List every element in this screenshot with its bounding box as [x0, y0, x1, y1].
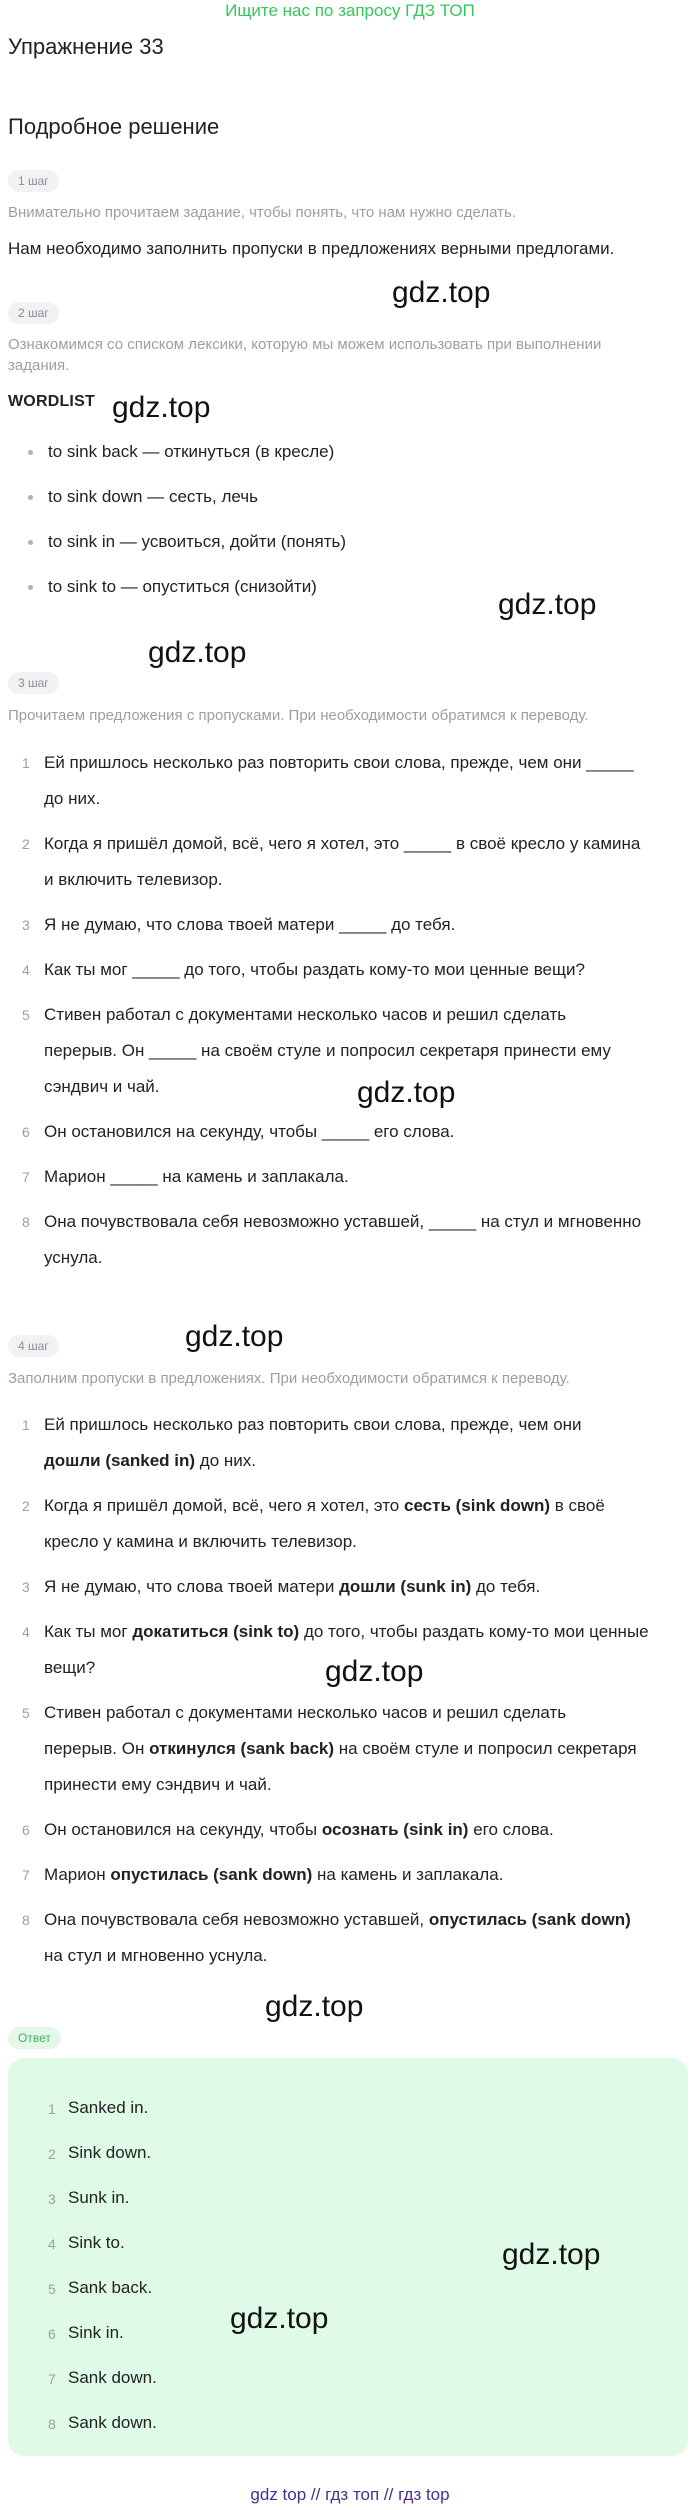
sentence-text: Стивен работал с документами несколько часов и решил сделать	[44, 1703, 567, 1722]
list-item	[8, 2321, 157, 2366]
footer-links[interactable]: gdz top // гдз топ // гдз top	[250, 2485, 450, 2504]
list-item	[8, 2366, 157, 2411]
sentence-text: Я не думаю, что слова твоей матери	[44, 1577, 340, 1596]
list-item: to sink back — откинуться (в кресле)	[8, 440, 668, 485]
sentence-line: Как ты мог _____ до того, чтобы раздать кому-то мои ценные вещи?	[44, 960, 585, 979]
watermark: gdz.top	[357, 1076, 456, 1109]
item-number: 7	[22, 1169, 30, 1185]
sentence-text: принести ему сэндвич и чай.	[44, 1775, 272, 1794]
step-3-hint: Прочитаем предложения с пропусками. При необходимости обратимся к переводу.	[8, 707, 589, 724]
item-number: 7	[22, 1867, 30, 1883]
answer-text: Sink down.	[68, 2143, 152, 2162]
item-number: 2	[48, 2146, 56, 2162]
watermark: gdz.top	[498, 588, 597, 621]
step-2-hint-line-2: задания.	[8, 357, 70, 374]
step-4-badge: 4 шаг	[8, 1335, 59, 1357]
item-number: 6	[22, 1124, 30, 1140]
sentence-text: Как ты мог	[44, 1622, 133, 1641]
sentence-text: до тебя.	[471, 1577, 541, 1596]
step-2-hint	[8, 334, 601, 376]
answer-text: Sank down.	[68, 2413, 157, 2432]
answer-highlight: дошли (sanked in)	[44, 1451, 196, 1470]
sentence-text: на своём стуле и попросил секретаря	[334, 1739, 637, 1758]
item-number: 3	[48, 2191, 56, 2207]
sentence-line: сэндвич и чай.	[44, 1077, 160, 1096]
watermark: gdz.top	[265, 1990, 364, 2023]
watermark: gdz.top	[185, 1320, 284, 1353]
list-item	[8, 2276, 157, 2321]
list-item	[8, 1407, 688, 1479]
item-number: 4	[48, 2236, 56, 2252]
watermark: gdz.top	[325, 1655, 424, 1688]
item-number: 6	[22, 1822, 30, 1838]
item-number: 1	[22, 755, 30, 771]
answer-text: Sank back.	[68, 2278, 153, 2297]
sentence-text: до них.	[195, 1451, 256, 1470]
sentence-text: до того, чтобы раздать кому-то мои ценные	[299, 1622, 649, 1641]
answer-highlight: осознать (sink in)	[321, 1820, 469, 1839]
watermark: gdz.top	[148, 636, 247, 669]
item-number: 1	[48, 2101, 56, 2117]
list-item	[8, 1488, 688, 1560]
item-number: 8	[22, 1912, 30, 1928]
step-4-hint: Заполним пропуски в предложениях. При необходимости обратимся к переводу.	[8, 1370, 570, 1387]
sentence-text: Он остановился на секунду, чтобы	[44, 1820, 322, 1839]
sentence-text: Когда я пришёл домой, всё, чего я хотел, это	[44, 1496, 404, 1515]
list-item	[8, 1569, 688, 1605]
sentence-text: Марион	[44, 1865, 111, 1884]
watermark: gdz.top	[392, 276, 491, 309]
list-item	[8, 2231, 157, 2276]
list-item	[8, 2141, 157, 2186]
sentence-line: перерыв. Он _____ на своём стуле и попросил секретаря принести ему	[44, 1041, 611, 1060]
step-4-sentences	[8, 1407, 688, 1983]
item-number: 3	[22, 1579, 30, 1595]
item-number: 7	[48, 2371, 56, 2387]
list-item: to sink down — сесть, лечь	[8, 485, 668, 530]
list-item	[8, 1902, 688, 1974]
step-3-sentences	[8, 745, 688, 1285]
sentence-line: и включить телевизор.	[44, 870, 223, 889]
sentence-line: Марион _____ на камень и заплакала.	[44, 1167, 349, 1186]
wordlist-title: WORDLIST	[8, 393, 95, 410]
item-number: 5	[22, 1007, 30, 1023]
list-item	[8, 1114, 688, 1150]
answer-list	[8, 2096, 157, 2456]
sentence-line: Он остановился на секунду, чтобы _____ его слова.	[44, 1122, 455, 1141]
item-number: 2	[22, 1498, 30, 1514]
sentence-text: в своё	[550, 1496, 605, 1515]
sentence-text: Ей пришлось несколько раз повторить свои слова, прежде, чем они	[44, 1415, 582, 1434]
watermark: gdz.top	[230, 2302, 329, 2335]
sentence-text: Она почувствовала себя невозможно уставшей,	[44, 1910, 429, 1929]
step-1-hint: Внимательно прочитаем задание, чтобы понять, что нам нужно сделать.	[8, 204, 517, 221]
page-title: Упражнение 33	[8, 34, 164, 59]
list-item	[8, 1857, 688, 1893]
sentence-line: Она почувствовала себя невозможно уставшей, _____ на стул и мгновенно	[44, 1212, 642, 1231]
step-1-badge: 1 шаг	[8, 170, 59, 192]
answer-highlight: откинулся (sank back)	[149, 1739, 335, 1758]
watermark: gdz.top	[502, 2238, 601, 2271]
sentence-line: до них.	[44, 789, 101, 808]
sentence-text: на стул и мгновенно уснула.	[44, 1946, 268, 1965]
list-item	[8, 826, 688, 898]
sentence-line: Ей пришлось несколько раз повторить свои слова, прежде, чем они _____	[44, 753, 634, 772]
sentence-line: Я не думаю, что слова твоей матери _____ до тебя.	[44, 915, 456, 934]
answer-highlight: дошли (sunk in)	[339, 1577, 472, 1596]
sentence-text: перерыв. Он	[44, 1739, 150, 1758]
list-item	[8, 997, 688, 1105]
answer-text: Sunk in.	[68, 2188, 130, 2207]
item-number: 4	[22, 1624, 30, 1640]
answer-highlight: опустилась (sank down)	[428, 1910, 631, 1929]
list-item	[8, 1204, 688, 1276]
solution-heading: Подробное решение	[8, 114, 220, 139]
item-number: 5	[48, 2281, 56, 2297]
list-item	[8, 1812, 688, 1848]
search-banner[interactable]: Ищите нас по запросу ГДЗ ТОП	[225, 1, 475, 20]
sentence-text: на камень и заплакала.	[312, 1865, 504, 1884]
list-item	[8, 907, 688, 943]
sentence-line: Когда я пришёл домой, всё, чего я хотел, это _____ в своё кресло у камина	[44, 834, 641, 853]
item-number: 5	[22, 1705, 30, 1721]
answer-text: Sank down.	[68, 2368, 157, 2387]
list-item: to sink in — усвоиться, дойти (понять)	[8, 530, 668, 575]
item-number: 8	[48, 2416, 56, 2432]
answer-highlight: сесть (sink down)	[403, 1496, 551, 1515]
list-item	[8, 745, 688, 817]
list-item: to sink to — опуститься (снизойти)	[8, 575, 668, 620]
answer-highlight: опустилась (sank down)	[110, 1865, 313, 1884]
sentence-text: его слова.	[468, 1820, 554, 1839]
answer-highlight: докатиться (sink to)	[132, 1622, 300, 1641]
answer-text: Sanked in.	[68, 2098, 149, 2117]
watermark: gdz.top	[112, 391, 211, 424]
step-1-text: Нам необходимо заполнить пропуски в предложениях верными предлогами.	[8, 239, 615, 258]
answer-text: Sink in.	[68, 2323, 124, 2342]
item-number: 6	[48, 2326, 56, 2342]
step-3-badge: 3 шаг	[8, 672, 59, 694]
item-number: 8	[22, 1214, 30, 1230]
sentence-text: кресло у камина и включить телевизор.	[44, 1532, 357, 1551]
list-item	[8, 2411, 157, 2456]
list-item	[8, 2186, 157, 2231]
list-item	[8, 1159, 688, 1195]
sentence-text: вещи?	[44, 1658, 96, 1677]
list-item	[8, 952, 688, 988]
list-item	[8, 2096, 157, 2141]
answer-text: Sink to.	[68, 2233, 125, 2252]
item-number: 1	[22, 1417, 30, 1433]
step-2-badge: 2 шаг	[8, 302, 59, 324]
answer-badge: Ответ	[8, 2027, 61, 2049]
item-number: 4	[22, 962, 30, 978]
list-item	[8, 1695, 688, 1803]
item-number: 3	[22, 917, 30, 933]
item-number: 2	[22, 836, 30, 852]
sentence-line: Стивен работал с документами несколько часов и решил сделать	[44, 1005, 567, 1024]
step-2-hint-line-1: Ознакомимся со списком лексики, которую мы можем использовать при выполнении	[8, 336, 602, 353]
sentence-line: уснула.	[44, 1248, 103, 1267]
